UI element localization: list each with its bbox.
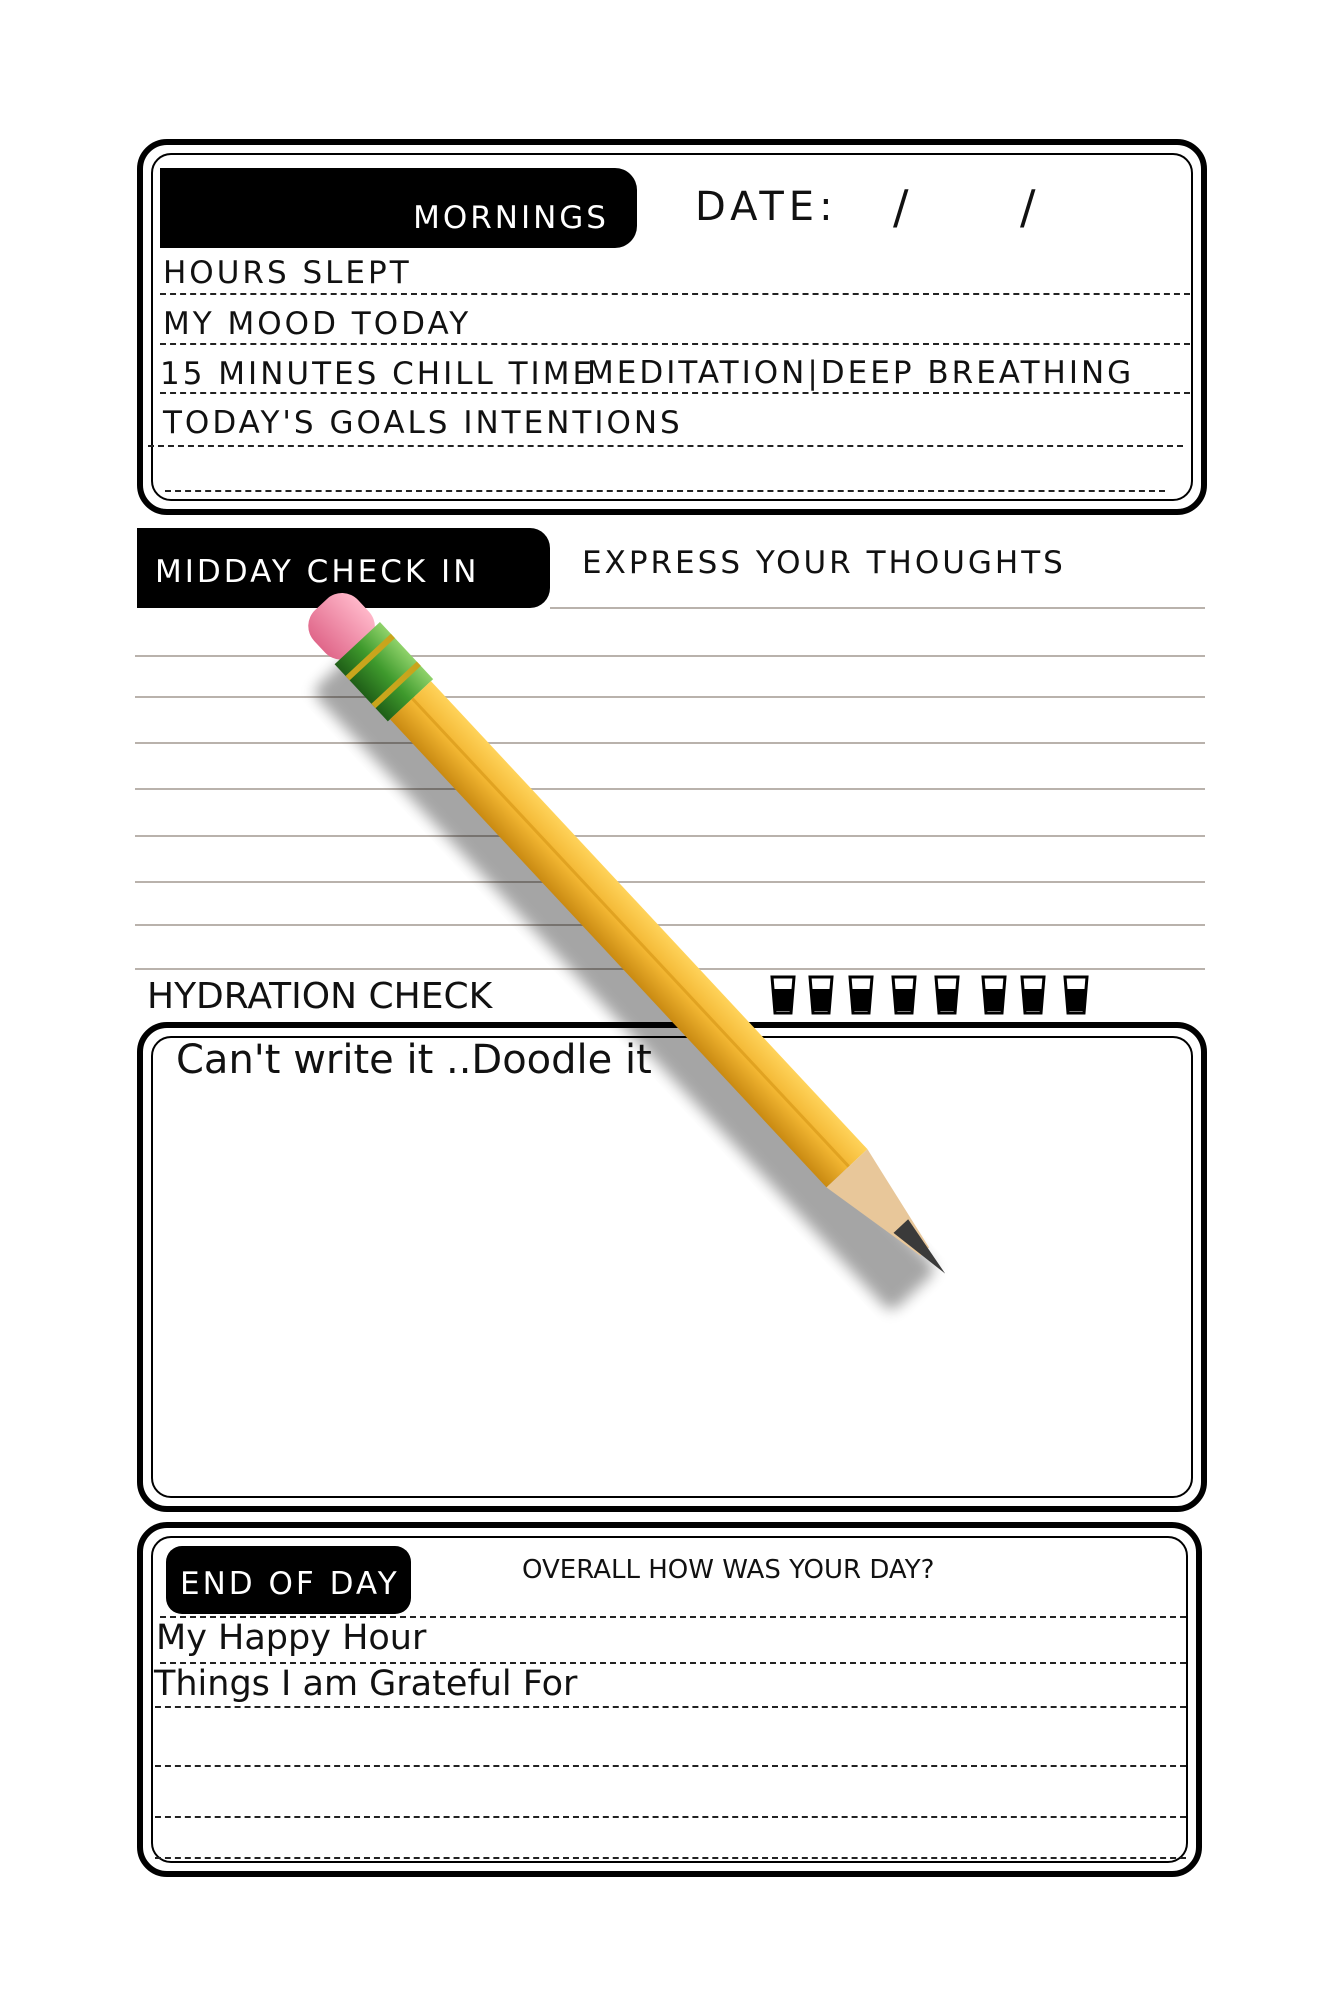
thoughts-label: EXPRESS YOUR THOUGHTS — [582, 545, 1066, 581]
pencil-shadow — [311, 648, 938, 1313]
hydration-label: HYDRATION CHECK — [147, 976, 493, 1017]
chill-time-label: 15 MINUTES CHILL TIME — [160, 356, 596, 392]
goals-label: TODAY'S GOALS INTENTIONS — [163, 405, 683, 441]
date-label: DATE: — [695, 184, 838, 230]
overall-day-question: OVERALL HOW WAS YOUR DAY? — [522, 1555, 935, 1585]
doodle-title: Can't write it ..Doodle it — [176, 1037, 652, 1083]
happy-hour-label: My Happy Hour — [156, 1618, 427, 1658]
date-separator-1: / — [893, 180, 909, 234]
midday-header-text: MIDDAY CHECK IN — [155, 554, 480, 590]
chill-options-label: MEDITATION|DEEP BREATHING — [587, 355, 1135, 391]
pencil-body-facet — [411, 697, 850, 1167]
end-of-day-header-text: END OF DAY — [180, 1566, 400, 1602]
mood-label: MY MOOD TODAY — [163, 306, 472, 342]
grateful-label: Things I am Grateful For — [154, 1664, 578, 1704]
pencil — [298, 583, 967, 1294]
date-separator-2: / — [1020, 180, 1036, 234]
hours-slept-label: HOURS SLEPT — [163, 255, 412, 291]
mornings-header-text: MORNINGS — [413, 200, 609, 236]
